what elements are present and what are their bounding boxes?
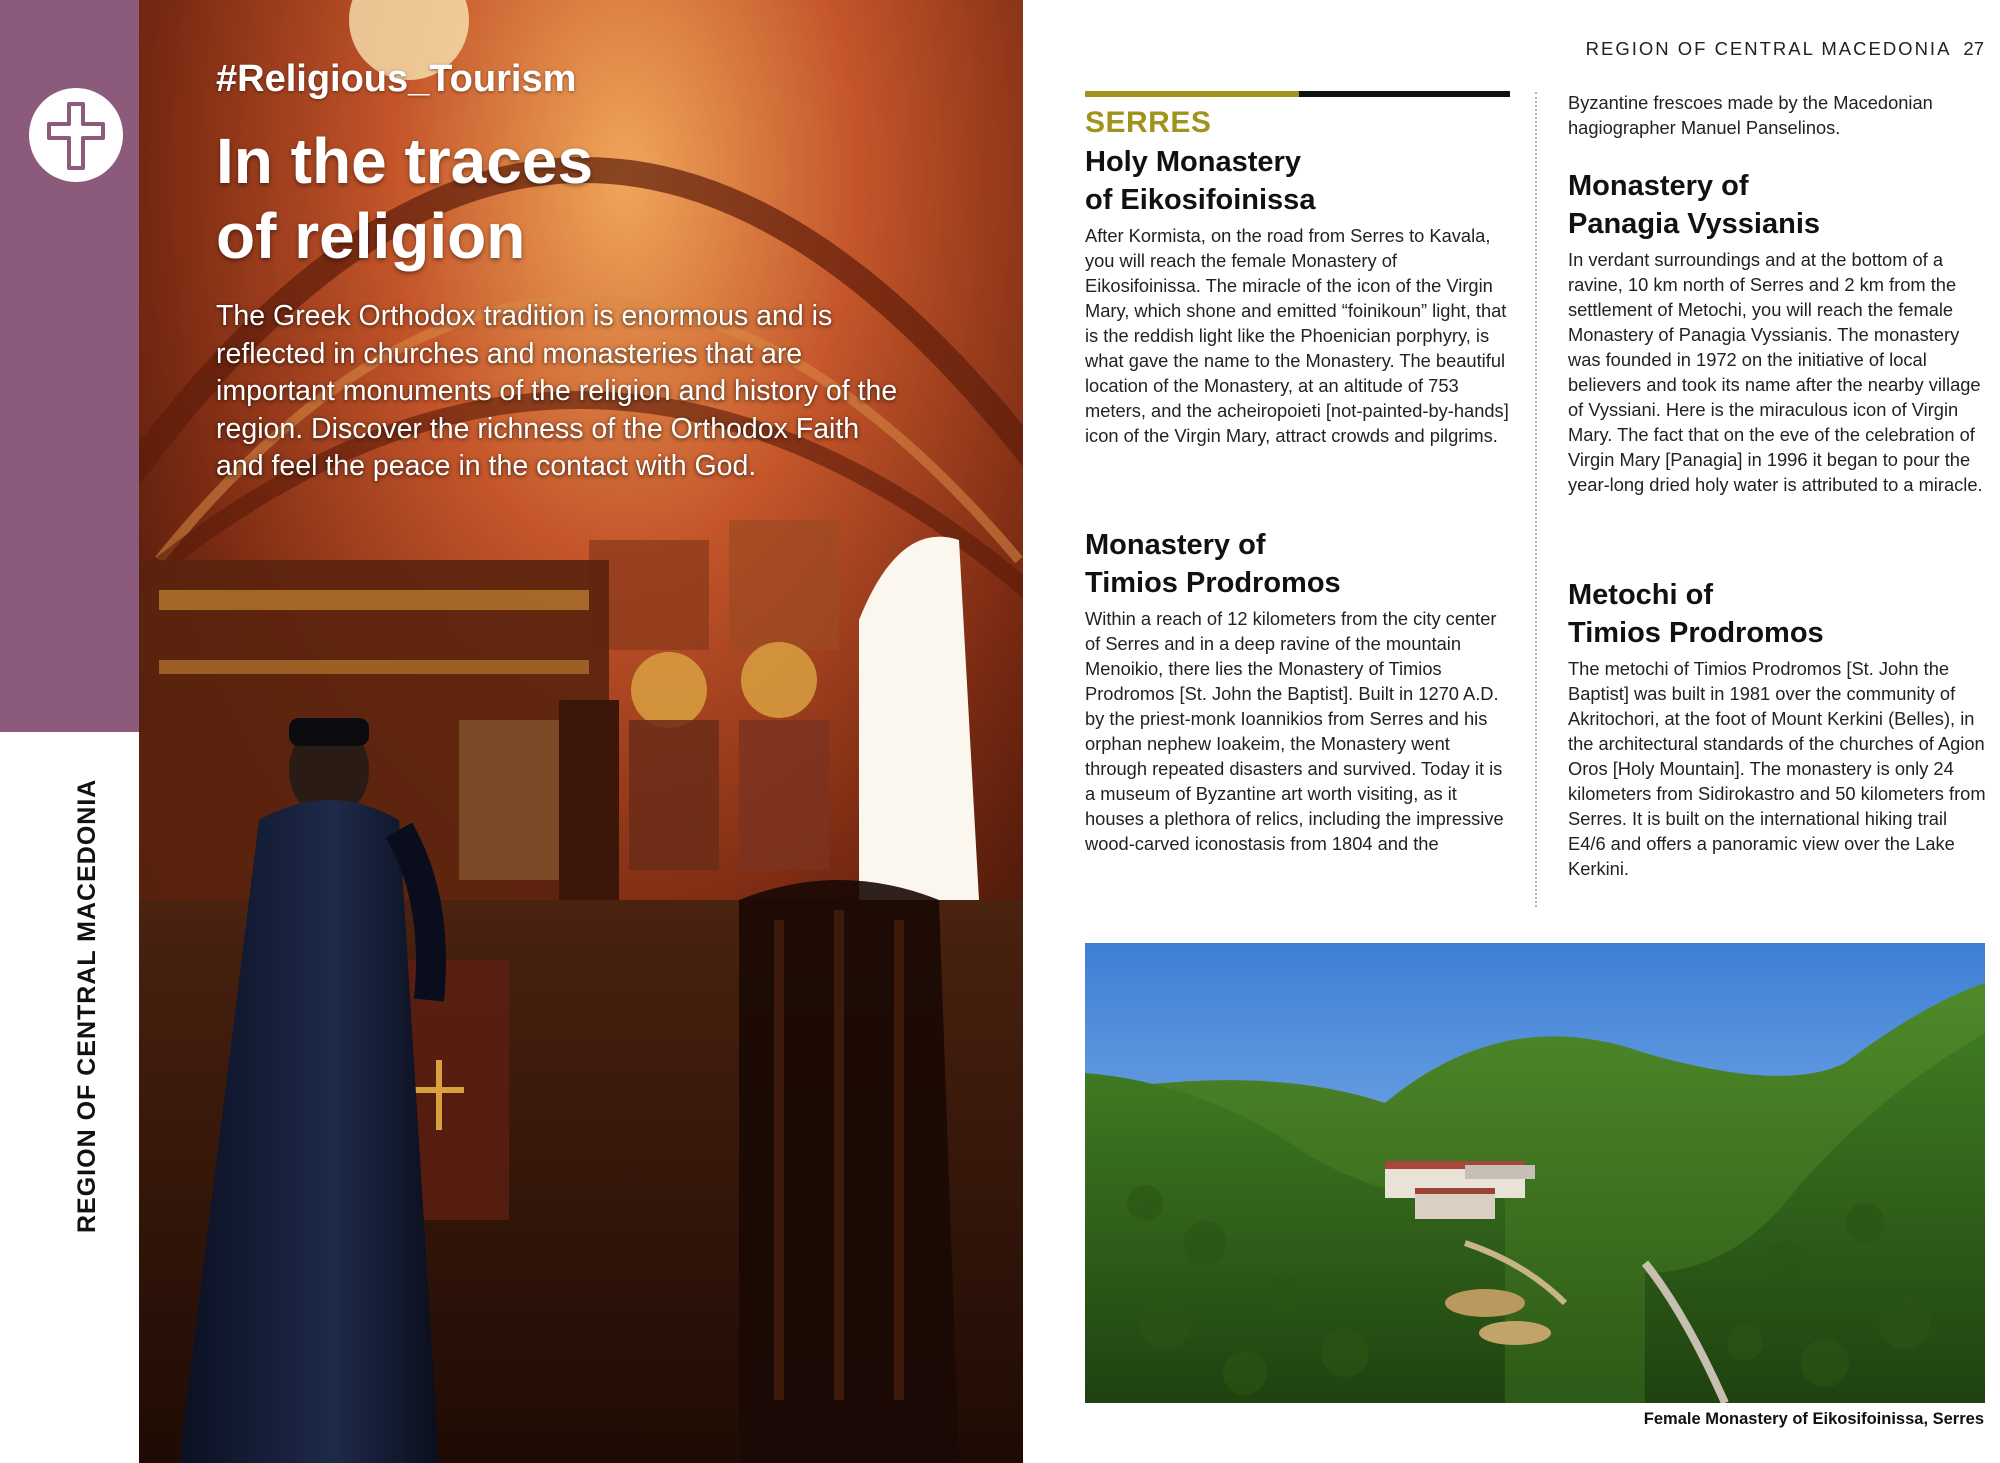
section-metochi	[1568, 577, 1988, 881]
cross-icon	[29, 88, 123, 182]
section-title: Monastery of Timios Prodromos	[1085, 529, 1341, 599]
section-title: Holy Monastery of Eikosifoinissa	[1085, 146, 1316, 216]
vertical-region-label: REGION OF CENTRAL MACEDONIA	[73, 778, 101, 1233]
section-body: The metochi of Timios Prodromos [St. John the Baptist] was built in 1981 over the community of Akritochori, at the foot of Mount Kerkini (Belles), in the architectural standards of the churches of Agion Oros [Holy Mountain]. The monastery is only 24 kilometers from Sidirokastro and 50 kilometers from Serres. It is built on the international hiking trail E4/6 and offers a panoramic view over the Lake Kerkini.	[1568, 658, 1986, 879]
section-body: After Kormista, on the road from Serres to Kavala, you will reach the female Monastery of Eikosifoinissa. The miracle of the icon of the Virgin Mary, which shone and emitted “foinikoun” light, that is the reddish light like the Phoenician porphyry, is what gave the name to the Monastery. The beautiful location of the Monastery, at an altitude of 753 meters, and the acheiropoieti [not-painted-by-hands] icon of the Virgin Mary, attract crowds and pilgrims.	[1085, 225, 1509, 446]
photo-caption: Female Monastery of Eikosifoinissa, Serres	[1643, 1410, 1984, 1428]
region-label: SERRES	[1085, 106, 1212, 139]
monastery-landscape-photo	[1085, 943, 1985, 1403]
running-header	[1586, 38, 1984, 60]
page-number: 27	[1963, 38, 1984, 59]
column-divider	[1535, 92, 1537, 907]
section-body: Byzantine frescoes made by the Macedonian hagiographer Manuel Panselinos.	[1568, 92, 1933, 138]
section-eikosifoinissa	[1085, 144, 1515, 448]
running-header-region: REGION OF CENTRAL MACEDONIA	[1585, 38, 1952, 59]
sidebar	[0, 0, 139, 1463]
section-continuation	[1568, 90, 1988, 140]
hero-title-line: of religion	[216, 200, 526, 272]
hero-intro: The Greek Orthodox tradition is enormous and is reflected in churches and monasteries that are important monuments of the religion and history of the region. Discover the richness of the Orthodox Faith and feel the peace in the contact with God.	[216, 300, 898, 483]
hero-title	[216, 124, 816, 274]
section-title: Metochi of Timios Prodromos	[1568, 579, 1824, 649]
section-body: In verdant surroundings and at the bottom of a ravine, 10 km north of Serres and 2 km from the settlement of Metochi, you will reach the female Monastery of Panagia Vyssianis. The monastery was founded in 1972 on the initiative of local believers and took its name after the nearby village of Vyssiani. Here is the miraculous icon of Virgin Mary. The fact that on the eve of the celebration of Virgin Mary [Panagia] in 1996 it began to pour the year-long dried holy water is attributed to a miracle.	[1568, 249, 1983, 495]
section-title: Monastery of Panagia Vyssianis	[1568, 170, 1821, 240]
hashtag: #Religious_Tourism	[216, 58, 577, 100]
section-rule	[1085, 91, 1510, 97]
section-body: Within a reach of 12 kilometers from the city center of Serres and in a deep ravine of the mountain Menoikio, there lies the Monastery of Timios Prodromos [St. John the Baptist]. Built in 1270 A.D. by the priest-monk Ioannikios from Serres and his orphan nephew Ioakeim, the Monastery went through repeated disasters and survived. Today it is a museum of Byzantine art worth visiting, as it houses a plethora of relics, including the impressive wood-carved iconostasis from 1804 and the	[1085, 608, 1504, 854]
section-timios-prodromos	[1085, 527, 1515, 856]
hero-title-line: In the traces	[216, 125, 594, 197]
section-panagia-vyssianis	[1568, 168, 1988, 497]
